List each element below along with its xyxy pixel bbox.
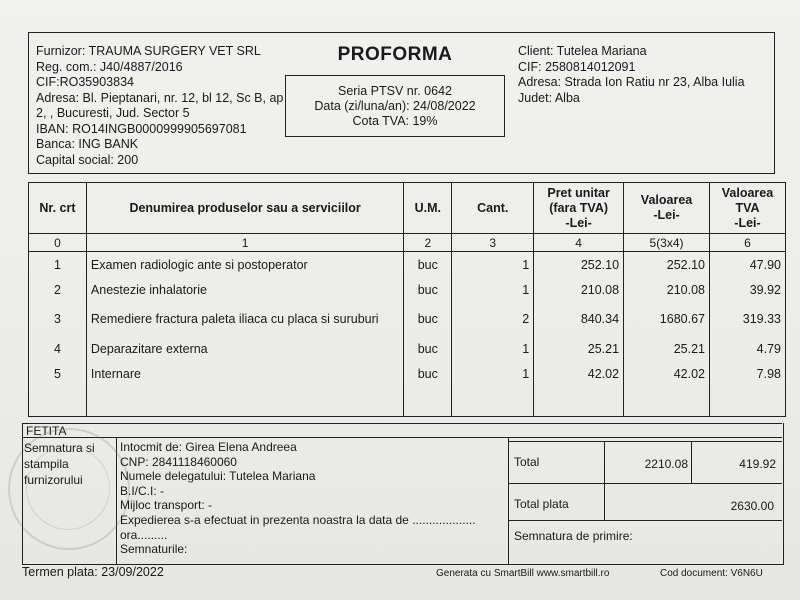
supplier-signature-label — [24, 440, 116, 488]
index-cell: 6 — [709, 234, 785, 252]
supplier-signature-line-3: furnizorului — [24, 473, 83, 487]
header-unit-price — [534, 183, 624, 234]
grand-total-label: Total plata — [514, 497, 569, 511]
index-cell: 0 — [29, 234, 87, 252]
table-header-row — [29, 183, 786, 234]
row-value: 210.08 — [624, 277, 710, 302]
client-address: Adresa: Strada Ion Ratiu nr 23, Alba Iulia — [518, 75, 745, 89]
supplier-cif: CIF:RO35903834 — [36, 75, 134, 89]
filler-cell — [624, 386, 710, 417]
table-filler-row — [29, 386, 786, 417]
supplier-info — [36, 44, 286, 168]
row-description: Internare — [86, 361, 403, 386]
delegate-id: B.I/C.I: - — [120, 483, 165, 498]
row-unit-price: 840.34 — [534, 302, 624, 336]
row-value: 42.02 — [624, 361, 710, 386]
payment-due-date: Termen plata: 23/09/2022 — [22, 565, 164, 579]
table-row — [29, 336, 786, 361]
header-vat — [709, 183, 785, 234]
row-description: Deparazitare externa — [86, 336, 403, 361]
header-unit-price-1: Pret unitar — [547, 185, 610, 200]
divider — [508, 483, 782, 484]
issued-by: Intocmit de: Girea Elena Andreea — [120, 440, 297, 454]
index-cell: 1 — [86, 234, 403, 252]
client-name: Client: Tutelea Mariana — [518, 44, 647, 58]
header-unit-price-3: -Lei- — [565, 215, 592, 230]
table-row — [29, 302, 786, 336]
client-info — [518, 44, 768, 106]
header-unit-price-2: (fara TVA) — [549, 200, 609, 215]
delegate-info — [120, 440, 505, 557]
client-county: Judet: Alba — [518, 90, 580, 105]
total-vat: 419.92 — [739, 457, 776, 471]
vat-rate: Cota TVA: 19% — [352, 114, 438, 128]
row-vat: 7.98 — [709, 361, 785, 386]
row-unit-price: 252.10 — [534, 252, 624, 278]
grand-total-value: 2630.00 — [730, 499, 774, 513]
shipping-note: Expedierea s-a efectuat in prezenta noastra la data de ................... — [120, 512, 476, 527]
header-value-1: Valoarea — [640, 193, 693, 207]
row-unit-price: 42.02 — [534, 361, 624, 386]
table-row — [29, 252, 786, 278]
row-nr: 4 — [29, 336, 87, 361]
items-table — [28, 182, 786, 417]
supplier-signature-line-1: Semnatura si — [24, 441, 95, 455]
header-nr: Nr. crt — [29, 183, 87, 234]
row-nr: 5 — [29, 361, 87, 386]
document-title: PROFORMA — [337, 44, 453, 65]
filler-cell — [534, 386, 624, 417]
row-qty: 1 — [452, 277, 534, 302]
filler-cell — [404, 386, 452, 417]
issuer-cnp: CNP: 2841118460060 — [120, 454, 237, 469]
filler-cell — [709, 386, 785, 417]
header-vat-2: TVA — [735, 200, 760, 215]
row-qty: 1 — [452, 252, 534, 278]
row-vat: 319.33 — [709, 302, 785, 336]
signatures-label: Semnaturile: — [120, 542, 188, 557]
divider — [508, 441, 782, 442]
filler-cell — [29, 386, 87, 417]
index-row — [29, 234, 786, 252]
row-um: buc — [404, 252, 452, 278]
row-um: buc — [404, 302, 452, 336]
divider — [508, 437, 509, 564]
row-vat: 47.90 — [709, 252, 785, 278]
row-unit-price: 210.08 — [534, 277, 624, 302]
header-vat-1: Valoarea — [721, 185, 774, 200]
divider — [508, 520, 782, 521]
row-nr: 3 — [29, 302, 87, 336]
row-value: 1680.67 — [624, 302, 710, 336]
table-row — [29, 277, 786, 302]
index-cell: 4 — [534, 234, 624, 252]
header-vat-3: -Lei- — [734, 215, 761, 230]
supplier-bank: Banca: ING BANK — [36, 137, 139, 151]
total-label: Total — [514, 455, 540, 469]
divider — [22, 437, 782, 438]
row-value: 252.10 — [624, 252, 710, 278]
row-qty: 1 — [452, 361, 534, 386]
table-row — [29, 361, 786, 386]
row-vat: 4.79 — [709, 336, 785, 361]
row-um: buc — [404, 361, 452, 386]
shipping-time: ora......... — [120, 527, 168, 542]
series-number: Seria PTSV nr. 0642 — [338, 84, 452, 98]
supplier-reg: Reg. com.: J40/4887/2016 — [36, 59, 183, 74]
filler-cell — [452, 386, 534, 417]
header-um: U.M. — [404, 183, 452, 234]
row-nr: 1 — [29, 252, 87, 278]
supplier-capital: Capital social: 200 — [36, 152, 139, 167]
document-date: Data (zi/luna/an): 24/08/2022 — [314, 99, 476, 113]
row-description: Examen radiologic ante si postoperator — [86, 252, 403, 278]
supplier-iban: IBAN: RO14INGB0000999905697081 — [36, 121, 247, 136]
index-cell: 5(3x4) — [624, 234, 710, 252]
supplier-signature-line-2: stampila — [24, 457, 69, 471]
transport: Mijloc transport: - — [120, 498, 213, 513]
header-value-2: -Lei- — [653, 208, 680, 222]
divider — [22, 423, 782, 424]
divider — [604, 441, 605, 520]
row-qty: 2 — [452, 302, 534, 336]
row-um: buc — [404, 277, 452, 302]
row-description: Anestezie inhalatorie — [86, 277, 403, 302]
document-code: Cod document: V6N6U — [660, 568, 763, 579]
row-vat: 39.92 — [709, 277, 785, 302]
filler-cell — [86, 386, 403, 417]
series-box — [285, 75, 505, 137]
row-unit-price: 25.21 — [534, 336, 624, 361]
note-label: FETITA — [26, 424, 67, 438]
row-um: buc — [404, 336, 452, 361]
header-qty: Cant. — [452, 183, 534, 234]
row-value: 25.21 — [624, 336, 710, 361]
supplier-name: Furnizor: TRAUMA SURGERY VET SRL — [36, 44, 261, 58]
index-cell: 3 — [452, 234, 534, 252]
index-cell: 2 — [404, 234, 452, 252]
header-value — [624, 183, 710, 234]
delegate-name: Numele delegatului: Tutelea Mariana — [120, 469, 316, 484]
header-description: Denumirea produselor sau a serviciilor — [86, 183, 403, 234]
supplier-address: Adresa: Bl. Pieptanari, nr. 12, bl 12, Sc B, ap 2, , Bucuresti, Jud. Sector 5 — [36, 90, 284, 120]
generator-note: Generata cu SmartBill www.smartbill.ro — [436, 568, 610, 579]
row-description: Remediere fractura paleta iliaca cu placa si suruburi — [86, 302, 403, 336]
receipt-signature-label: Semnatura de primire: — [514, 529, 633, 543]
row-nr: 2 — [29, 277, 87, 302]
client-cif: CIF: 2580814012091 — [518, 59, 636, 74]
total-value: 2210.08 — [644, 457, 688, 471]
row-qty: 1 — [452, 336, 534, 361]
